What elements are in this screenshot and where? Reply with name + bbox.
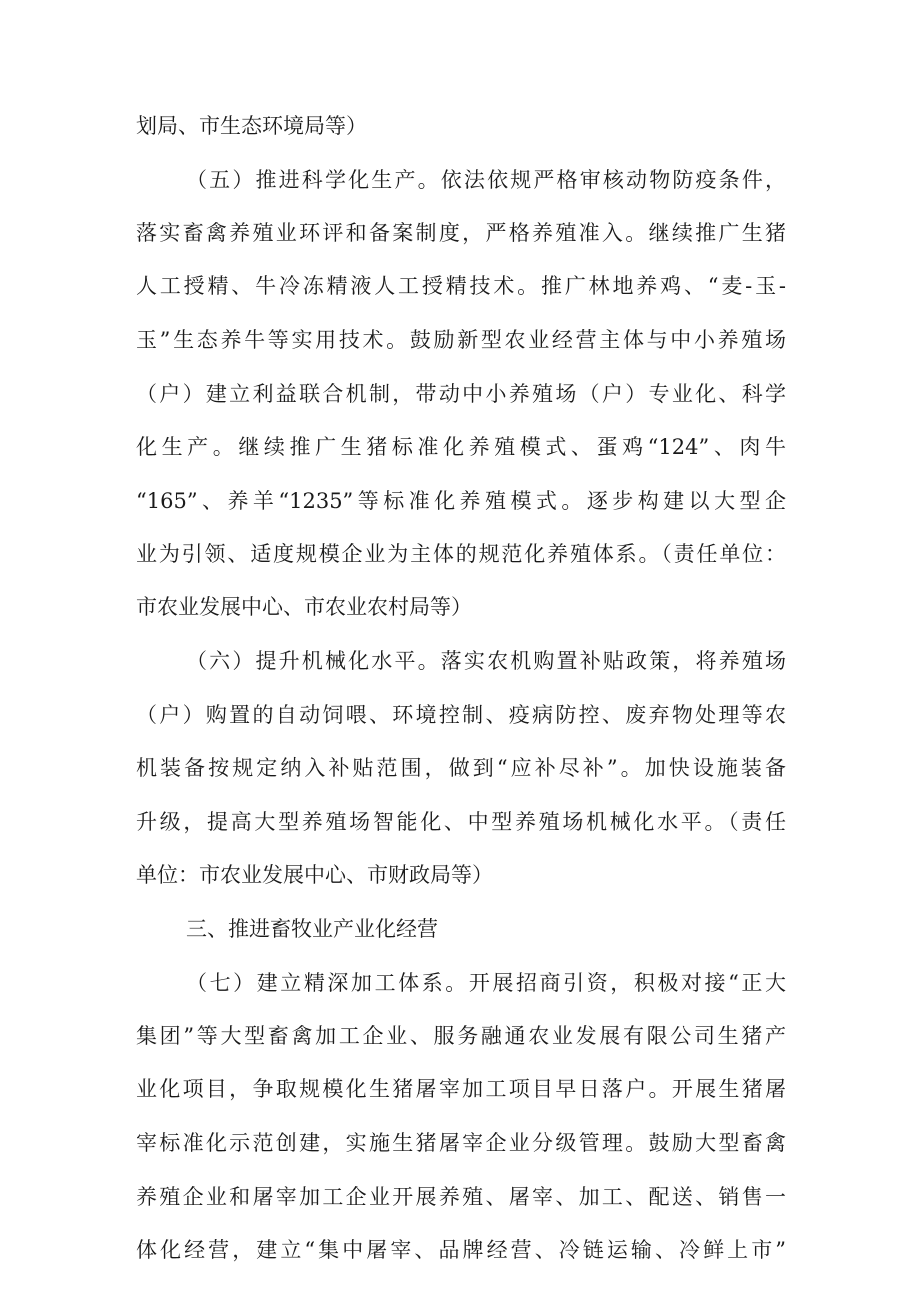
- paragraph-heading-5: （五）推进科学化生产。依法依规严格审核动物防疫条件，: [186, 168, 786, 192]
- paragraph-heading-6: （六）提升机械化水平。落实农机购置补贴政策，将养殖场: [186, 649, 786, 673]
- text-line: “165”、养羊“1235”等标准化养殖模式。逐步构建以大型企: [136, 489, 786, 513]
- text-line: 养殖企业和屠宰加工企业开展养殖、屠宰、加工、配送、销售一: [136, 1185, 786, 1209]
- text-line: 升级，提高大型养殖场智能化、中型养殖场机械化水平。（责任: [136, 810, 786, 834]
- text-line: 市农业发展中心、市农业农村局等）: [136, 595, 472, 619]
- text-line: 业为引领、适度规模企业为主体的规范化养殖体系。（责任单位：: [136, 542, 786, 566]
- text-line: 化生产。继续推广生猪标准化养殖模式、蛋鸡“124”、肉牛: [136, 435, 786, 459]
- text-line: 落实畜禽养殖业环评和备案制度，严格养殖准入。继续推广生猪: [136, 221, 786, 245]
- text-line: 人工授精、牛冷冻精液人工授精技术。推广林地养鸡、“麦-玉-: [136, 274, 786, 298]
- section-heading-3: 三、推进畜牧业产业化经营: [186, 917, 438, 941]
- text-line: （户）购置的自动饲喂、环境控制、疫病防控、废弃物处理等农: [136, 703, 786, 727]
- text-line: 宰标准化示范创建，实施生猪屠宰企业分级管理。鼓励大型畜禽: [136, 1131, 786, 1155]
- text-line: 玉”生态养牛等实用技术。鼓励新型农业经营主体与中小养殖场: [136, 328, 786, 352]
- text-line: 体化经营，建立“集中屠宰、品牌经营、冷链运输、冷鲜上市”: [136, 1238, 786, 1262]
- text-line: （户）建立利益联合机制，带动中小养殖场（户）专业化、科学: [136, 382, 786, 406]
- text-line: 划局、市生态环境局等）: [136, 114, 367, 138]
- text-line: 机装备按规定纳入补贴范围，做到“应补尽补”。加快设施装备: [136, 756, 786, 780]
- text-line: 业化项目，争取规模化生猪屠宰加工项目早日落户。开展生猪屠: [136, 1077, 786, 1101]
- text-line: 单位：市农业发展中心、市财政局等）: [136, 863, 493, 887]
- paragraph-heading-7: （七）建立精深加工体系。开展招商引资，积极对接“正大: [186, 971, 786, 995]
- text-line: 集团”等大型畜禽加工企业、服务融通农业发展有限公司生猪产: [136, 1024, 786, 1048]
